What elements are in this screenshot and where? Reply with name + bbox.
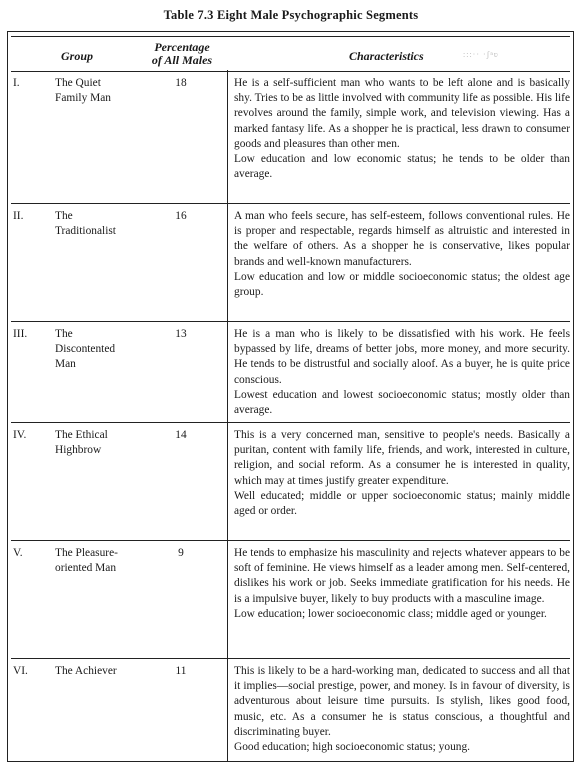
row-number: II. [13,210,24,222]
header-characteristics: Characteristics [349,49,424,63]
header-percentage-line1: Percentage [154,40,210,54]
row-characteristics [234,327,570,418]
row-number: V. [13,547,23,559]
header-group: Group [61,49,94,63]
table-row [11,658,570,761]
table-row [11,321,570,423]
row-percentage: 11 [175,665,187,677]
row-percentage: 14 [175,429,187,441]
table-caption: Table 7.3 Eight Male Psychographic Segments [163,8,419,22]
row-characteristics [234,428,570,519]
row-characteristics [234,76,570,182]
row-description: A man who feels secure, has self-esteem, follows conventional rules. He is proper and respectable, regards himself as altruistic and interested in the welfare of others. As a shopper he is conservative, likes popular brands and well-known manufacturers. [234,210,570,268]
row-characteristics [234,546,570,622]
row-group: The Quiet Family Man [55,77,112,105]
table-header [11,36,570,72]
row-profile: Low education and low economic status; he tends to be older than average. [234,153,570,181]
row-number: III. [13,328,28,340]
row-characteristics [234,664,570,755]
row-number: VI. [13,665,28,677]
row-profile: Lowest education and lowest socioeconomic status; mostly older than average. [234,388,570,417]
row-profile: Well educated; middle or upper socioeconomic status; mainly middle aged or order. [234,489,570,518]
table-row [11,540,570,659]
header-percentage-line2: of All Males [151,53,213,67]
row-group: The Ethical Highbrow [55,429,108,457]
row-percentage: 13 [175,328,187,340]
table-row [11,70,570,204]
header-percentage [143,41,221,67]
row-profile: Good education; high socioeconomic status; young. [234,741,470,754]
row-percentage: 9 [178,547,184,559]
row-number: IV. [13,429,27,441]
row-group: The Achiever [55,665,117,677]
row-description: He is a man who is likely to be dissatisfied with his work. He feels bypassed by life, dreams of better jobs, more money, and more security. He tends to be distrustful and socially aloof. As a buyer, he is quite price conscious. [234,328,570,386]
row-description: He tends to emphasize his masculinity and rejects whatever appears to be soft of feminine. He views himself as a leader among men. Self-centered, dislikes his work or job. Seeks immediate gratification for his needs. He is a impulsive buyer, likely to buy products with a masculine image. [234,547,570,605]
row-description: He is a self-sufficient man who wants to be left alone and is basically shy. Tries to be as little involved with community life as possible. His life revolves around the family, simple work, and television viewing. Has a marked fantasy life. As a shopper he is practical, less drawn to consumer goods and pleasures than other men. [234,77,570,150]
row-profile: Low education; lower socioeconomic class; middle aged or younger. [234,607,547,620]
faint-stamp-mark: :::·· ·ʃⁿʋ [463,50,499,59]
row-characteristics [234,209,570,300]
row-group: The Traditionalist [55,210,116,238]
row-group: The Pleasure-oriented Man [55,547,118,575]
row-description: This is a very concerned man, sensitive to people's needs. Basically a puritan, content with family life, friends, and work, interested in culture, religion, and social reform. As a consumer he is interested in quality, which may at times justify greater expenditure. [234,429,570,487]
segments-table [7,31,574,762]
row-percentage: 18 [175,77,187,89]
row-description: This is likely to be a hard-working man, dedicated to success and all that it implies—social prestige, power, and money. Is in favour of diversity, is adventurous about leisure time pursuits. Is stylish, likes good food, music, etc. As a consumer he is status conscious, a thoughtful and discriminating buyer. [234,665,570,738]
table-row [11,422,570,541]
table-row [11,203,570,322]
row-group: The Discontented Man [55,328,116,371]
row-number: I. [13,77,20,89]
row-profile: Low education and low or middle socioeconomic status; the oldest age group. [234,270,570,299]
row-percentage: 16 [175,210,187,222]
